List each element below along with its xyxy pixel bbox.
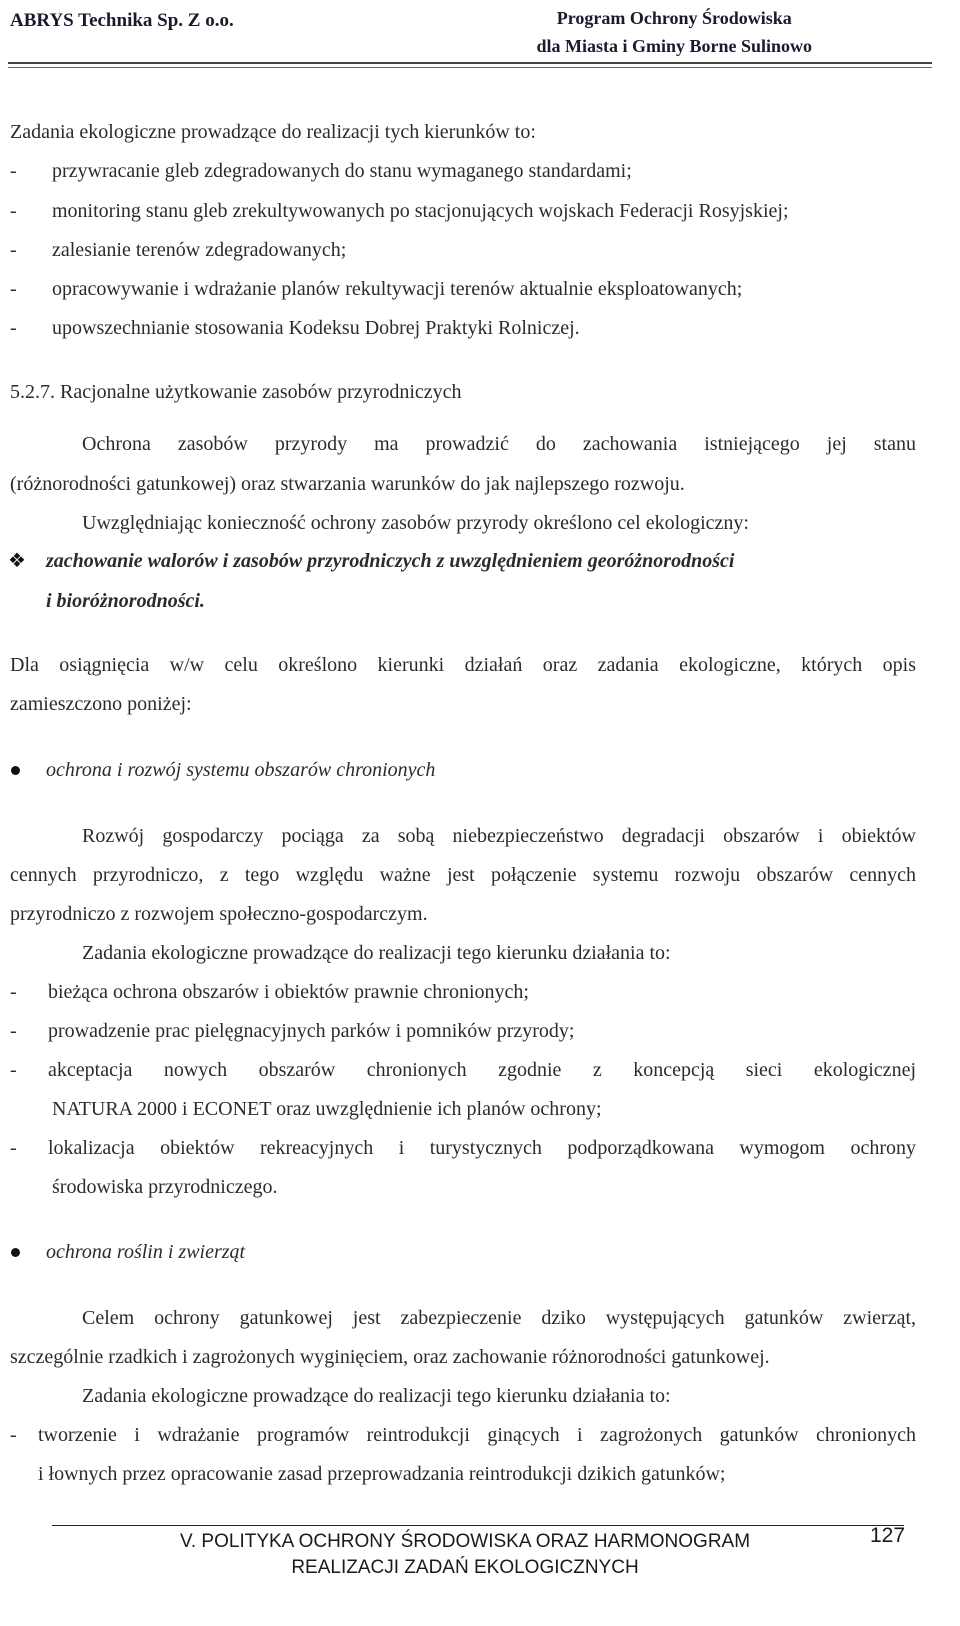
list-item: opracowywanie i wdrażanie planów rekultywacji terenów aktualnie eksploatowanych; <box>52 278 743 300</box>
list-item: akceptacja nowych obszarów chronionych zgodnie z koncepcją sieci ekologicznej <box>48 1059 916 1081</box>
list-dash: - <box>10 1020 17 1042</box>
paragraph-line: cennych przyrodniczo, z tego względu ważne jest połączenie systemu rozwoju obszarów cennych <box>10 864 916 886</box>
direction-title: ochrona roślin i zwierząt <box>46 1241 246 1263</box>
direction-title: ochrona i rozwój systemu obszarów chronionych <box>46 759 436 781</box>
list-item: prowadzenie prac pielęgnacyjnych parków i pomników przyrody; <box>48 1020 575 1042</box>
header-divider-thin <box>8 67 932 68</box>
tasks-lead: Zadania ekologiczne prowadzące do realizacji tego kierunku działania to: <box>82 942 671 964</box>
paragraph-line: zamieszczono poniżej: <box>10 693 192 715</box>
program-title-line1: Program Ochrony Środowiska <box>556 8 792 28</box>
list-dash: - <box>10 239 17 261</box>
list-item-continuation: środowiska przyrodniczego. <box>52 1176 278 1198</box>
chapter-title <box>80 1529 850 1581</box>
list-dash: - <box>10 278 17 300</box>
bullet-dot-icon <box>11 766 20 775</box>
paragraph-line: szczególnie rzadkich i zagrożonych wyginięciem, oraz zachowanie różnorodności gatunkowej. <box>10 1346 770 1368</box>
list-dash: - <box>10 160 17 182</box>
list-item: zalesianie terenów zdegradowanych; <box>52 239 347 261</box>
list-dash: - <box>10 1424 17 1446</box>
document-title <box>536 4 812 60</box>
list-item: monitoring stanu gleb zrekultywowanych po stacjonujących wojskach Federacji Rosyjskiej; <box>52 200 789 222</box>
bullet-dot-icon <box>11 1248 20 1257</box>
list-dash: - <box>10 317 17 339</box>
ecological-goal-line1: zachowanie walorów i zasobów przyrodniczych z uwzględnieniem georóżnorodności <box>46 550 735 572</box>
paragraph-line: przyrodniczo z rozwojem społeczno-gospodarczym. <box>10 903 428 925</box>
intro-tasks-lead: Zadania ekologiczne prowadzące do realizacji tych kierunków to: <box>10 121 536 143</box>
paragraph-line: Rozwój gospodarczy pociąga za sobą niebezpieczeństwo degradacji obszarów i obiektów <box>82 825 916 847</box>
company-name: ABRYS Technika Sp. Z o.o. <box>10 10 234 31</box>
chapter-title-line1: V. POLITYKA OCHRONY ŚRODOWISKA ORAZ HARMONOGRAM <box>179 1531 751 1552</box>
diamond-bullet-icon: ❖ <box>8 550 26 572</box>
paragraph-line: Uwzględniając konieczność ochrony zasobów przyrody określono cel ekologiczny: <box>82 512 749 534</box>
ecological-goal-line2: i bioróżnorodności. <box>46 590 205 612</box>
list-dash: - <box>10 981 17 1003</box>
footer-divider <box>52 1525 904 1526</box>
list-item: przywracanie gleb zdegradowanych do stanu wymaganego standardami; <box>52 160 632 182</box>
paragraph-line: Dla osiągnięcia w/w celu określono kierunki działań oraz zadania ekologiczne, których opis <box>10 654 916 676</box>
list-item: upowszechnianie stosowania Kodeksu Dobrej Praktyki Rolniczej. <box>52 317 580 339</box>
list-item: lokalizacja obiektów rekreacyjnych i turystycznych podporządkowana wymogom ochrony <box>48 1137 916 1159</box>
list-item: bieżąca ochrona obszarów i obiektów prawnie chronionych; <box>48 981 529 1003</box>
chapter-title-line2: REALIZACJI ZADAŃ EKOLOGICZNYCH <box>291 1557 639 1578</box>
paragraph-line: Ochrona zasobów przyrody ma prowadzić do zachowania istniejącego jej stanu <box>82 433 916 455</box>
header-divider <box>8 62 932 64</box>
section-heading: 5.2.7. Racjonalne użytkowanie zasobów przyrodniczych <box>10 381 462 403</box>
list-item-continuation: i łownych przez opracowanie zasad przeprowadzania reintrodukcji dzikich gatunków; <box>38 1463 726 1485</box>
list-item-continuation: NATURA 2000 i ECONET oraz uwzględnienie ich planów ochrony; <box>52 1098 602 1120</box>
page-number: 127 <box>870 1524 906 1547</box>
list-item: tworzenie i wdrażanie programów reintrodukcji ginących i zagrożonych gatunków chronionych <box>38 1424 916 1446</box>
list-dash: - <box>10 1059 17 1081</box>
list-dash: - <box>10 1137 17 1159</box>
program-title-line2: dla Miasta i Gminy Borne Sulinowo <box>536 36 812 56</box>
paragraph-line: Celem ochrony gatunkowej jest zabezpieczenie dziko występujących gatunków zwierząt, <box>82 1307 916 1329</box>
paragraph-line: (różnorodności gatunkowej) oraz stwarzania warunków do jak najlepszego rozwoju. <box>10 473 685 495</box>
tasks-lead: Zadania ekologiczne prowadzące do realizacji tego kierunku działania to: <box>82 1385 671 1407</box>
list-dash: - <box>10 200 17 222</box>
